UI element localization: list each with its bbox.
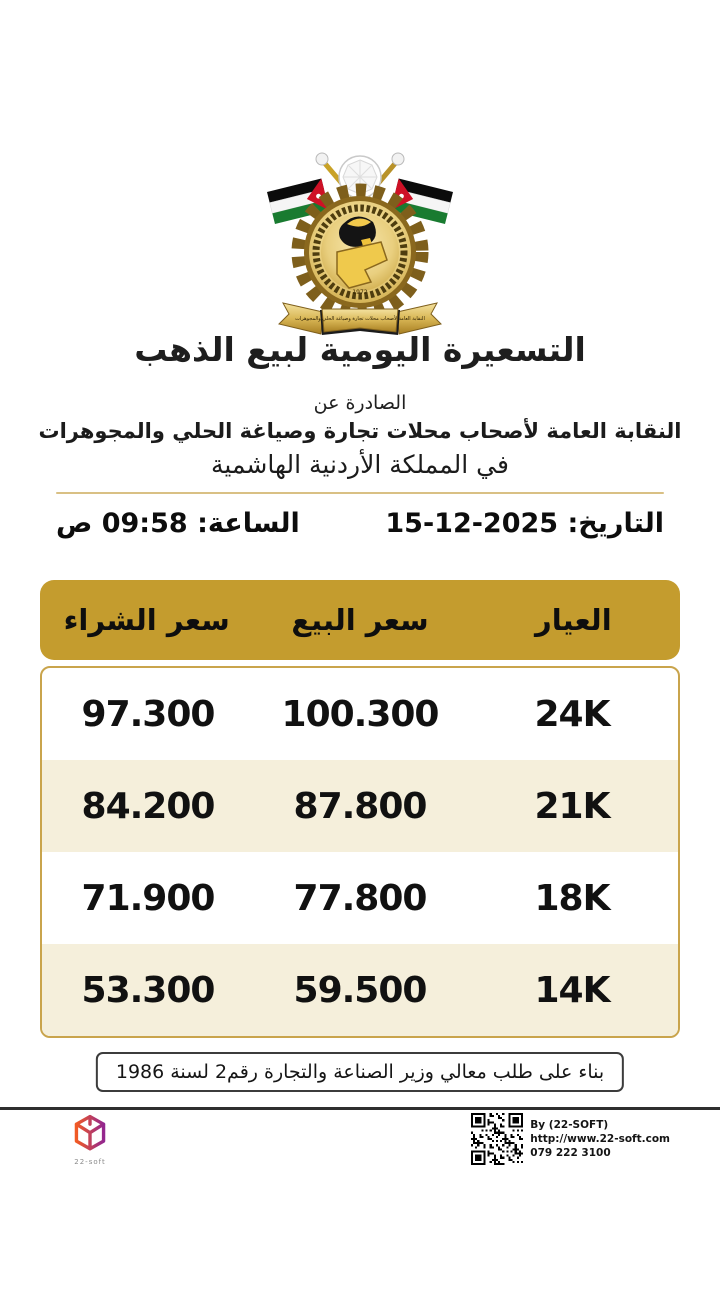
credit-url: http://www.22-soft.com	[530, 1133, 670, 1145]
datetime-row	[56, 508, 664, 539]
karat-cell: 21K	[534, 785, 610, 827]
company-logo-caption: 22-soft	[74, 1158, 106, 1166]
company-logo-cube-icon	[73, 1114, 107, 1153]
price-row-21k	[42, 760, 678, 852]
karat-cell: 18K	[534, 877, 610, 919]
page-title: التسعيرة اليومية لبيع الذهب	[134, 330, 586, 369]
issuer-name: النقابة العامة لأصحاب محلات تجارة وصياغة الحلي والمجوهرات	[38, 419, 682, 443]
credits-block	[471, 1113, 670, 1165]
price-table-body	[40, 666, 680, 1038]
karat-cell: 24K	[534, 693, 610, 735]
time-label: الساعة:	[197, 508, 300, 539]
sell-price-cell: 77.800	[293, 877, 427, 919]
region-name: في المملكة الأردنية الهاشمية	[211, 450, 509, 479]
buy-price-cell: 53.300	[81, 969, 215, 1011]
header-buy: سعر الشراء	[63, 603, 230, 637]
buy-price-cell: 97.300	[81, 693, 215, 735]
syndicate-emblem-graphic	[265, 140, 455, 340]
sell-price-cell: 100.300	[281, 693, 439, 735]
credit-text	[530, 1113, 670, 1160]
buy-price-cell: 71.900	[81, 877, 215, 919]
credit-by: By (22-SOFT)	[530, 1119, 609, 1131]
buy-price-cell: 84.200	[81, 785, 215, 827]
date-label: التاريخ:	[567, 508, 664, 539]
date-value: 15-12-2025	[385, 508, 559, 539]
ribbon-text: النقابة العامة لأصحاب محلات تجارة وصياغة الحلي والمجوهرات	[295, 316, 425, 322]
price-row-24k	[42, 668, 678, 760]
syndicate-emblem	[265, 140, 455, 340]
sell-price-cell: 87.800	[293, 785, 427, 827]
company-logo	[60, 1114, 120, 1166]
karat-cell: 14K	[534, 969, 610, 1011]
gold-divider	[56, 492, 664, 494]
time-value: 09:58 ص	[56, 508, 188, 539]
footer-rule	[0, 1107, 720, 1110]
emblem-year: 1972	[352, 289, 368, 296]
issued-by-label: الصادرة عن	[313, 392, 407, 414]
sell-price-cell: 59.500	[293, 969, 427, 1011]
price-row-14k	[42, 944, 678, 1036]
time-field	[56, 508, 300, 539]
qr-code	[471, 1113, 523, 1165]
header-sell: سعر البيع	[291, 603, 429, 637]
credit-phone: 079 222 3100	[530, 1147, 611, 1159]
legal-note: بناء على طلب معالي وزير الصناعة والتجارة رقم2 لسنة 1986	[96, 1052, 624, 1092]
price-table-header	[40, 580, 680, 660]
price-row-18k	[42, 852, 678, 944]
date-field	[385, 508, 664, 539]
header-karat: العيار	[535, 603, 612, 637]
